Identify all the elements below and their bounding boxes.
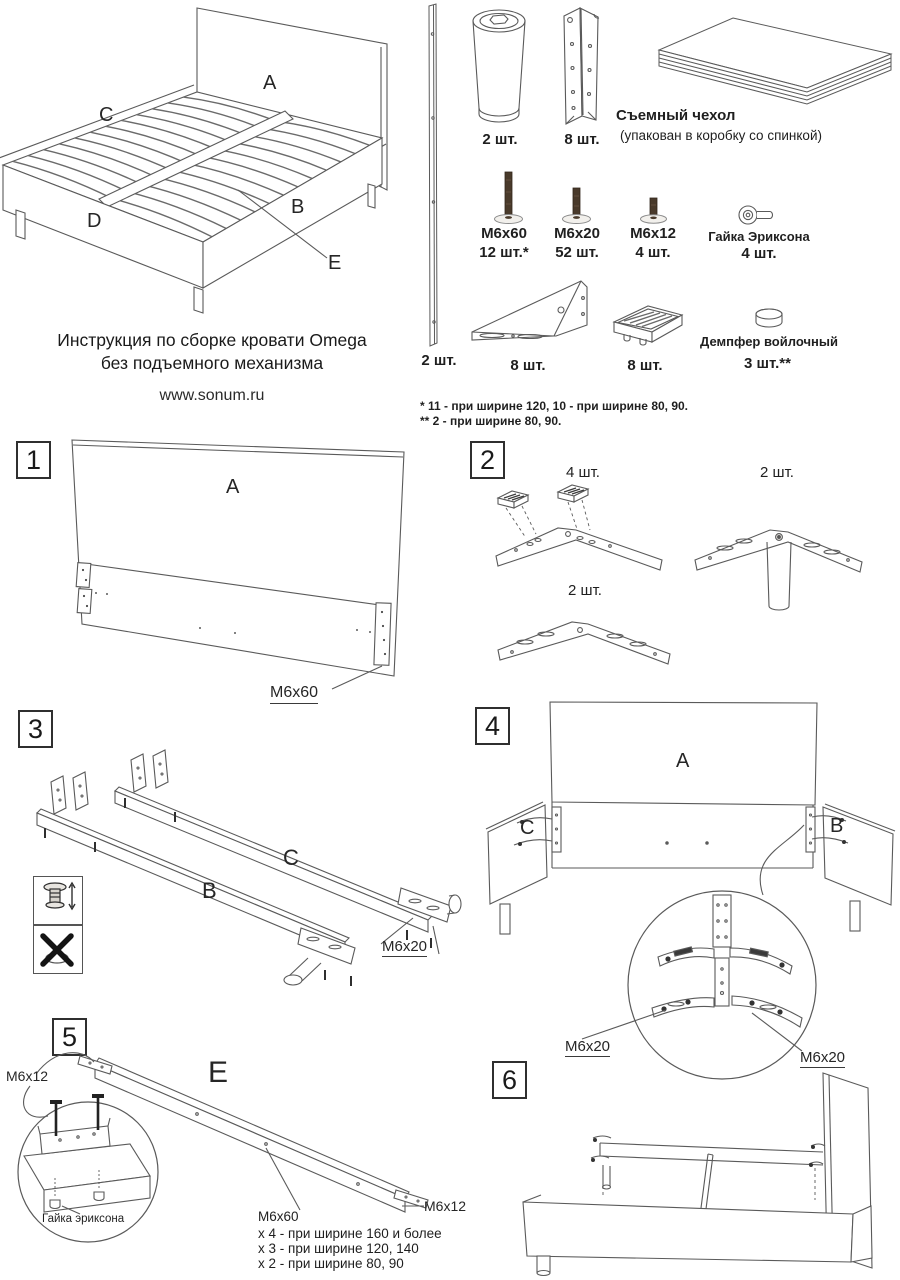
- step3-callout-m6x20: M6x20: [382, 938, 428, 955]
- erikson-nut-name: Гайка Эриксона: [708, 229, 810, 244]
- footnote-2: ** 2 - при ширине 80, 90.: [420, 414, 562, 428]
- step4-callout-m6x20-left: M6x20: [565, 1038, 611, 1055]
- step-1-digit: 1: [25, 444, 42, 475]
- step5-callout-m6x12-right: M6x12: [424, 1198, 467, 1214]
- step-5-digit: 5: [61, 1021, 78, 1052]
- step4-callout-m6x20-right: M6x20: [800, 1049, 846, 1066]
- step5-note-line3: х 2 - при ширине 80, 90: [258, 1256, 404, 1271]
- crossed-out-icon: [34, 926, 81, 972]
- icon-box-glide-ok: [33, 876, 83, 925]
- erikson-nut-qty: 4 шт.: [741, 245, 777, 262]
- step1-label-a: A: [226, 476, 240, 498]
- bolt-m6x12-name: М6х12: [630, 225, 676, 242]
- part-slat-holder-drawing: [606, 300, 690, 352]
- bed-overview-drawing: [0, 0, 430, 330]
- bolt-m6x20-name: М6х20: [554, 225, 600, 242]
- step3-label-b: B: [202, 878, 217, 903]
- bolt-m6x20-qty: 52 шт.: [555, 244, 599, 261]
- step4-label-a: A: [676, 750, 690, 772]
- bolt-m6x60-qty: 12 шт.*: [479, 244, 529, 261]
- step5-note-line1: х 4 - при ширине 160 и более: [258, 1226, 442, 1241]
- part-bolt-m6x60-drawing: [487, 170, 529, 230]
- step-4-digit: 4: [484, 710, 501, 741]
- label-part-e: E: [328, 252, 342, 274]
- step-6-digit: 6: [501, 1064, 518, 1095]
- step-2-digit: 2: [479, 444, 496, 475]
- angle-bracket-qty: 8 шт.: [564, 131, 600, 148]
- step2-qty-plain-plates: 2 шт.: [568, 582, 602, 599]
- step-2-number: [470, 441, 505, 479]
- step2-qty-leg-plates: 2 шт.: [760, 464, 794, 481]
- step-3-number: [18, 710, 53, 748]
- step2-plates-drawing: [480, 482, 890, 677]
- part-bolt-m6x20-drawing: [555, 186, 597, 230]
- part-corner-plate-drawing: [466, 278, 592, 354]
- step3-label-c: C: [283, 845, 299, 870]
- label-part-a: A: [263, 72, 277, 94]
- adjustable-glide-icon: [34, 877, 81, 923]
- icon-box-no-glide: [33, 925, 83, 974]
- corner-plate-qty: 8 шт.: [510, 357, 546, 374]
- step6-final-assembly-drawing: [515, 1068, 900, 1280]
- step1-headboard-drawing: [52, 436, 452, 712]
- part-angle-bracket-drawing: [552, 4, 612, 128]
- doc-title-line2: без подъемного механизма: [100, 353, 324, 373]
- step5-note-title: М6х60: [258, 1209, 299, 1224]
- slat-qty: 2 шт.: [421, 352, 457, 369]
- step5-label-e: E: [208, 1056, 229, 1089]
- website-text: www.sonum.ru: [159, 387, 265, 404]
- label-part-b: B: [291, 196, 305, 218]
- step4-label-b: B: [830, 815, 844, 837]
- part-cover-drawing: [655, 14, 895, 116]
- step-1-number: [16, 441, 51, 479]
- leg-qty: 2 шт.: [482, 131, 518, 148]
- step5-nut-label: Гайка эриксона: [42, 1213, 125, 1225]
- slat-holder-qty: 8 шт.: [627, 357, 663, 374]
- step5-callout-m6x12-top: M6x12: [6, 1068, 49, 1084]
- step5-note-line2: х 3 - при ширине 120, 140: [258, 1241, 419, 1256]
- doc-title-line1: Инструкция по сборке кровати Omega: [57, 330, 367, 350]
- part-damper-drawing: [748, 305, 790, 331]
- part-erikson-nut-drawing: [736, 202, 782, 228]
- cover-name: Съемный чехол: [616, 107, 736, 124]
- overview-leg: [368, 184, 375, 208]
- step4-label-c: C: [520, 817, 535, 839]
- part-long-slat-drawing: [424, 2, 444, 350]
- overview-leg: [194, 287, 203, 313]
- overview-leg: [16, 210, 25, 239]
- damper-qty: 3 шт.**: [744, 355, 791, 372]
- label-part-d: D: [87, 210, 102, 232]
- step2-qty-latches: 4 шт.: [566, 464, 600, 481]
- bolt-m6x12-qty: 4 шт.: [635, 244, 671, 261]
- part-leg-drawing: [468, 4, 532, 128]
- step-3-digit: 3: [27, 713, 44, 744]
- damper-name: Демпфер войлочный: [700, 334, 838, 349]
- step1-callout-m6x60: M6x60: [270, 684, 318, 704]
- label-part-c: C: [99, 104, 114, 126]
- bolt-m6x60-name: М6х60: [481, 225, 527, 242]
- cover-note: (упакован в коробку со спинкой): [620, 128, 822, 143]
- footnote-1: * 11 - при ширине 120, 10 - при ширине 80, 90.: [420, 399, 689, 413]
